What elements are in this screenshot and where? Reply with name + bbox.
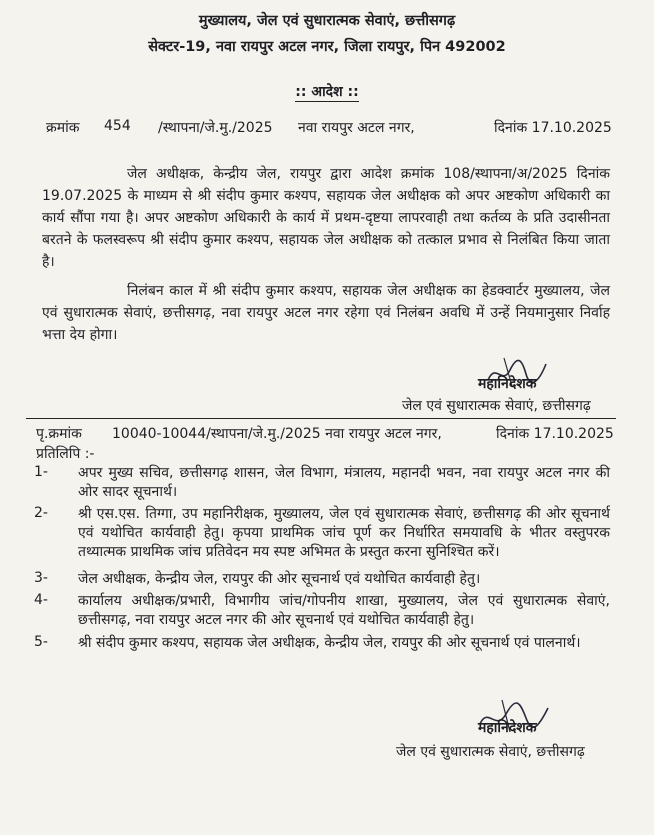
copy-item-number: 2- — [34, 505, 48, 521]
copy-item-number: 1- — [34, 464, 48, 480]
order-number-label: क्रमांक — [46, 120, 80, 136]
signature-2-designation: महानिदेशक — [478, 720, 537, 736]
copy-item-text: कार्यालय अधीक्षक/प्रभारी, विभागीय जांच/गोपनीय शाखा, मुख्यालय, जेल एवं सुधारात्मक सेवाएं, छत्तीसगढ़, नवा रायपुर अटल नगर की ओर सूचनार्थ एवं यथोचित कार्यवाही हेतु। — [78, 593, 610, 628]
copy-item-text: जेल अधीक्षक, केन्द्रीय जेल, रायपुर की ओर सूचनार्थ एवं यथोचित कार्यवाही हेतु। — [78, 571, 481, 587]
signature-1-designation: महानिदेशक — [478, 376, 537, 392]
divider-line — [26, 418, 616, 419]
copy-item-number: 3- — [34, 570, 48, 586]
endorsement-number: 10040-10044/स्थापना/जे.मु./2025 नवा रायपुर अटल नगर, — [112, 426, 442, 442]
header-line-2: सेक्टर-19, नवा रायपुर अटल नगर, जिला रायपुर, पिन 492002 — [148, 39, 506, 55]
order-date: दिनांक 17.10.2025 — [494, 120, 612, 136]
copy-item-text: श्री संदीप कुमार कश्यप, सहायक जेल अधीक्षक, केन्द्रीय जेल, रायपुर की ओर सूचनार्थ एवं पालनार्थ। — [78, 635, 581, 651]
body-paragraph-2: निलंबन काल में श्री संदीप कुमार कश्यप, सहायक जेल अधीक्षक का हेडक्वार्टर मुख्यालय, जेल एवं सुधारात्मक सेवाएं, छत्तीसगढ़, नवा रायपुर अटल नगर रहेगा एवं निलंबन अवधि में उन्हें नियमानुसार निर्वाह भत्ता देय होगा। — [42, 283, 610, 343]
copy-label: प्रतिलिपि :- — [36, 446, 95, 462]
copy-item-text: अपर मुख्य सचिव, छत्तीसगढ़ शासन, जेल विभाग, मंत्रालय, महानदी भवन, नवा रायपुर अटल नगर की ओर सादर सूचनार्थ। — [78, 465, 610, 500]
endorsement-date: दिनांक 17.10.2025 — [496, 426, 614, 442]
body-paragraph-1: जेल अधीक्षक, केन्द्रीय जेल, रायपुर द्वारा आदेश क्रमांक 108/स्थापना/अ/2025 दिनांक 19.07.2025 के माध्यम से श्री संदीप कुमार कश्यप, सहायक जेल अधीक्षक को अपर अष्टकोण अधिकारी का कार्य सौंपा गया है। अपर अष्टकोण अधिकारी के कार्य में प्रथम-दृष्टया लापरवाही तथा कर्तव्य के प्रति उदासीनता बरतने के फलस्वरूप श्री संदीप कुमार कश्यप, सहायक जेल अधीक्षक को तत्काल प्रभाव से निलंबित किया जाता है। — [42, 166, 610, 270]
signature-1-org: जेल एवं सुधारात्मक सेवाएं, छत्तीसगढ़ — [402, 398, 591, 414]
document-title: :: आदेश :: — [295, 84, 359, 100]
copy-item-number: 5- — [34, 634, 48, 650]
copy-item-number: 4- — [34, 592, 48, 608]
signature-2-org: जेल एवं सुधारात्मक सेवाएं, छत्तीसगढ़ — [396, 744, 585, 760]
copy-item-text: श्री एस.एस. तिग्गा, उप महानिरीक्षक, मुख्यालय, जेल एवं सुधारात्मक सेवाएं, छत्तीसगढ़ की ओर सूचनार्थ एवं यथोचित कार्यवाही हेतु। कृपया प्राथमिक जांच पूर्ण कर निर्धारित समयावधि के भीतर वस्तुपरक तथ्यात्मक प्राथमिक जांच प्रतिवेदन मय स्पष्ट अभिमत के प्रस्तुत करना सुनिश्चित करें। — [78, 506, 610, 560]
endorsement-number-label: पृ.क्रमांक — [36, 426, 82, 442]
header-line-1: मुख्यालय, जेल एवं सुधारात्मक सेवाएं, छत्तीसगढ़ — [198, 13, 456, 29]
order-number: 454 — [104, 118, 131, 134]
order-place: नवा रायपुर अटल नगर, — [298, 120, 415, 136]
order-number-suffix: /स्थापना/जे.मु./2025 — [158, 120, 273, 136]
